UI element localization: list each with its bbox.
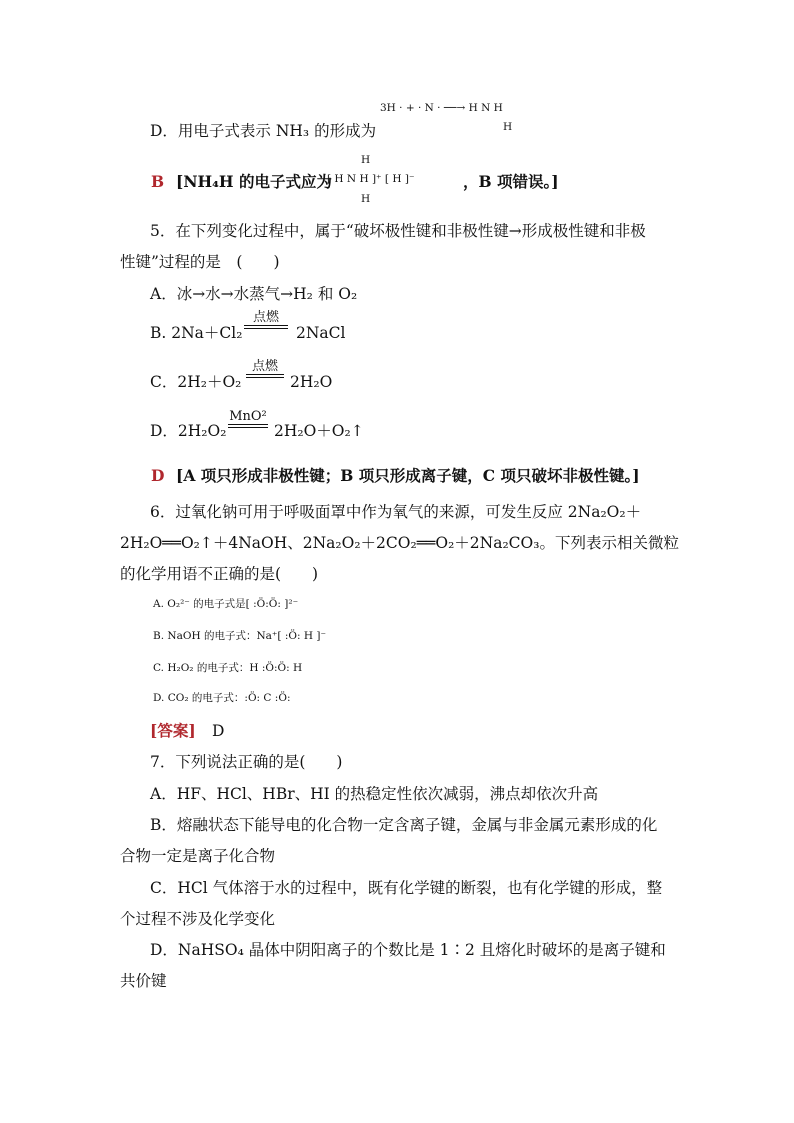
q5-option-d-condition: MnO² — [229, 409, 267, 424]
q7-option-b-line1: B．熔融状态下能导电的化合物一定含离子键，金属与非金属元素形成的化 — [150, 816, 658, 834]
q6-option-a: A. O₂²⁻ 的电子式是[ :Ö:Ö: ]²⁻ — [153, 598, 299, 610]
nh3-formation-formula: 3H · + · N · ──→ H N H — [380, 102, 503, 114]
q6-stem-line3: 的化学用语不正确的是( ) — [120, 565, 319, 583]
q4-answer-bottom-h: H — [361, 193, 371, 205]
q5-option-d-right: 2H₂O＋O₂↑ — [274, 422, 364, 440]
q7-option-d-line1: D．NaHSO₄ 晶体中阴阳离子的个数比是 1∶2 且熔化时破坏的是离子键和 — [150, 941, 666, 959]
q4-answer-pre: [NH₄H 的电子式应为 — [176, 172, 332, 191]
q7-option-a: A．HF、HCl、HBr、HI 的热稳定性依次减弱，沸点却依次升高 — [150, 785, 599, 803]
q5-stem-line1: 5．在下列变化过程中，属于“破坏极性键和非极性键→形成极性键和非极 — [150, 222, 646, 240]
nh3-formation-h: H — [503, 121, 513, 133]
q5-option-c-left: C．2H₂＋O₂ — [150, 373, 242, 391]
q5-stem-line2: 性键”过程的是 ( ) — [120, 253, 280, 271]
q5-option-d-left: D．2H₂O₂ — [150, 422, 227, 440]
q5-option-c-arrow — [246, 360, 284, 378]
q7-option-c-line2: 个过程不涉及化学变化 — [120, 910, 276, 928]
q6-answer-value: D — [212, 722, 225, 740]
q5-option-c-right: 2H₂O — [290, 373, 333, 391]
q5-option-a: A．冰→水→水蒸气→H₂ 和 O₂ — [150, 285, 358, 303]
q5-option-b-arrow — [244, 311, 288, 329]
q7-stem: 7．下列说法正确的是( ) — [150, 753, 343, 771]
q7-option-c-line1: C．HCl 气体溶于水的过程中，既有化学键的断裂，也有化学键的形成，整 — [150, 879, 663, 897]
q4-answer-top-h: H — [361, 154, 371, 166]
q4-answer-structure: [ H N H ]⁺ [ H ]⁻ — [327, 173, 415, 185]
q5-option-b-right: 2NaCl — [296, 324, 346, 342]
q5-answer-text: [A 项只形成非极性键；B 项只形成离子键，C 项只破坏非极性键。] — [176, 466, 640, 485]
q5-option-b-left: B. 2Na＋Cl₂ — [150, 324, 243, 342]
q6-answer-label: [答案] — [150, 721, 196, 740]
q6-option-b: B. NaOH 的电子式：Na⁺[ :Ö: H ]⁻ — [153, 630, 327, 642]
q6-stem-line2: 2H₂O══O₂↑＋4NaOH、2Na₂O₂＋2CO₂══O₂＋2Na₂CO₃。下列表示相关微粒 — [120, 534, 679, 552]
q6-option-c: C. H₂O₂ 的电子式：H :Ö:Ö: H — [153, 662, 303, 674]
q6-stem-line1: 6．过氧化钠可用于呼吸面罩中作为氧气的来源，可发生反应 2Na₂O₂＋ — [150, 503, 642, 521]
q4-answer-post: ，B 项错误。] — [463, 172, 559, 191]
q7-option-b-line2: 合物一定是离子化合物 — [120, 847, 276, 865]
q5-answer-letter: D — [151, 466, 165, 485]
q7-option-d-line2: 共价键 — [120, 972, 167, 990]
q4-option-d: D．用电子式表示 NH₃ 的形成为 — [150, 122, 377, 140]
q5-option-d-arrow — [228, 410, 268, 428]
q5-option-c-condition: 点燃 — [251, 359, 278, 374]
q6-option-d: D. CO₂ 的电子式：:Ö: C :Ö: — [153, 692, 291, 704]
q5-option-b-condition: 点燃 — [252, 310, 279, 325]
q4-answer-letter: B — [151, 172, 165, 191]
